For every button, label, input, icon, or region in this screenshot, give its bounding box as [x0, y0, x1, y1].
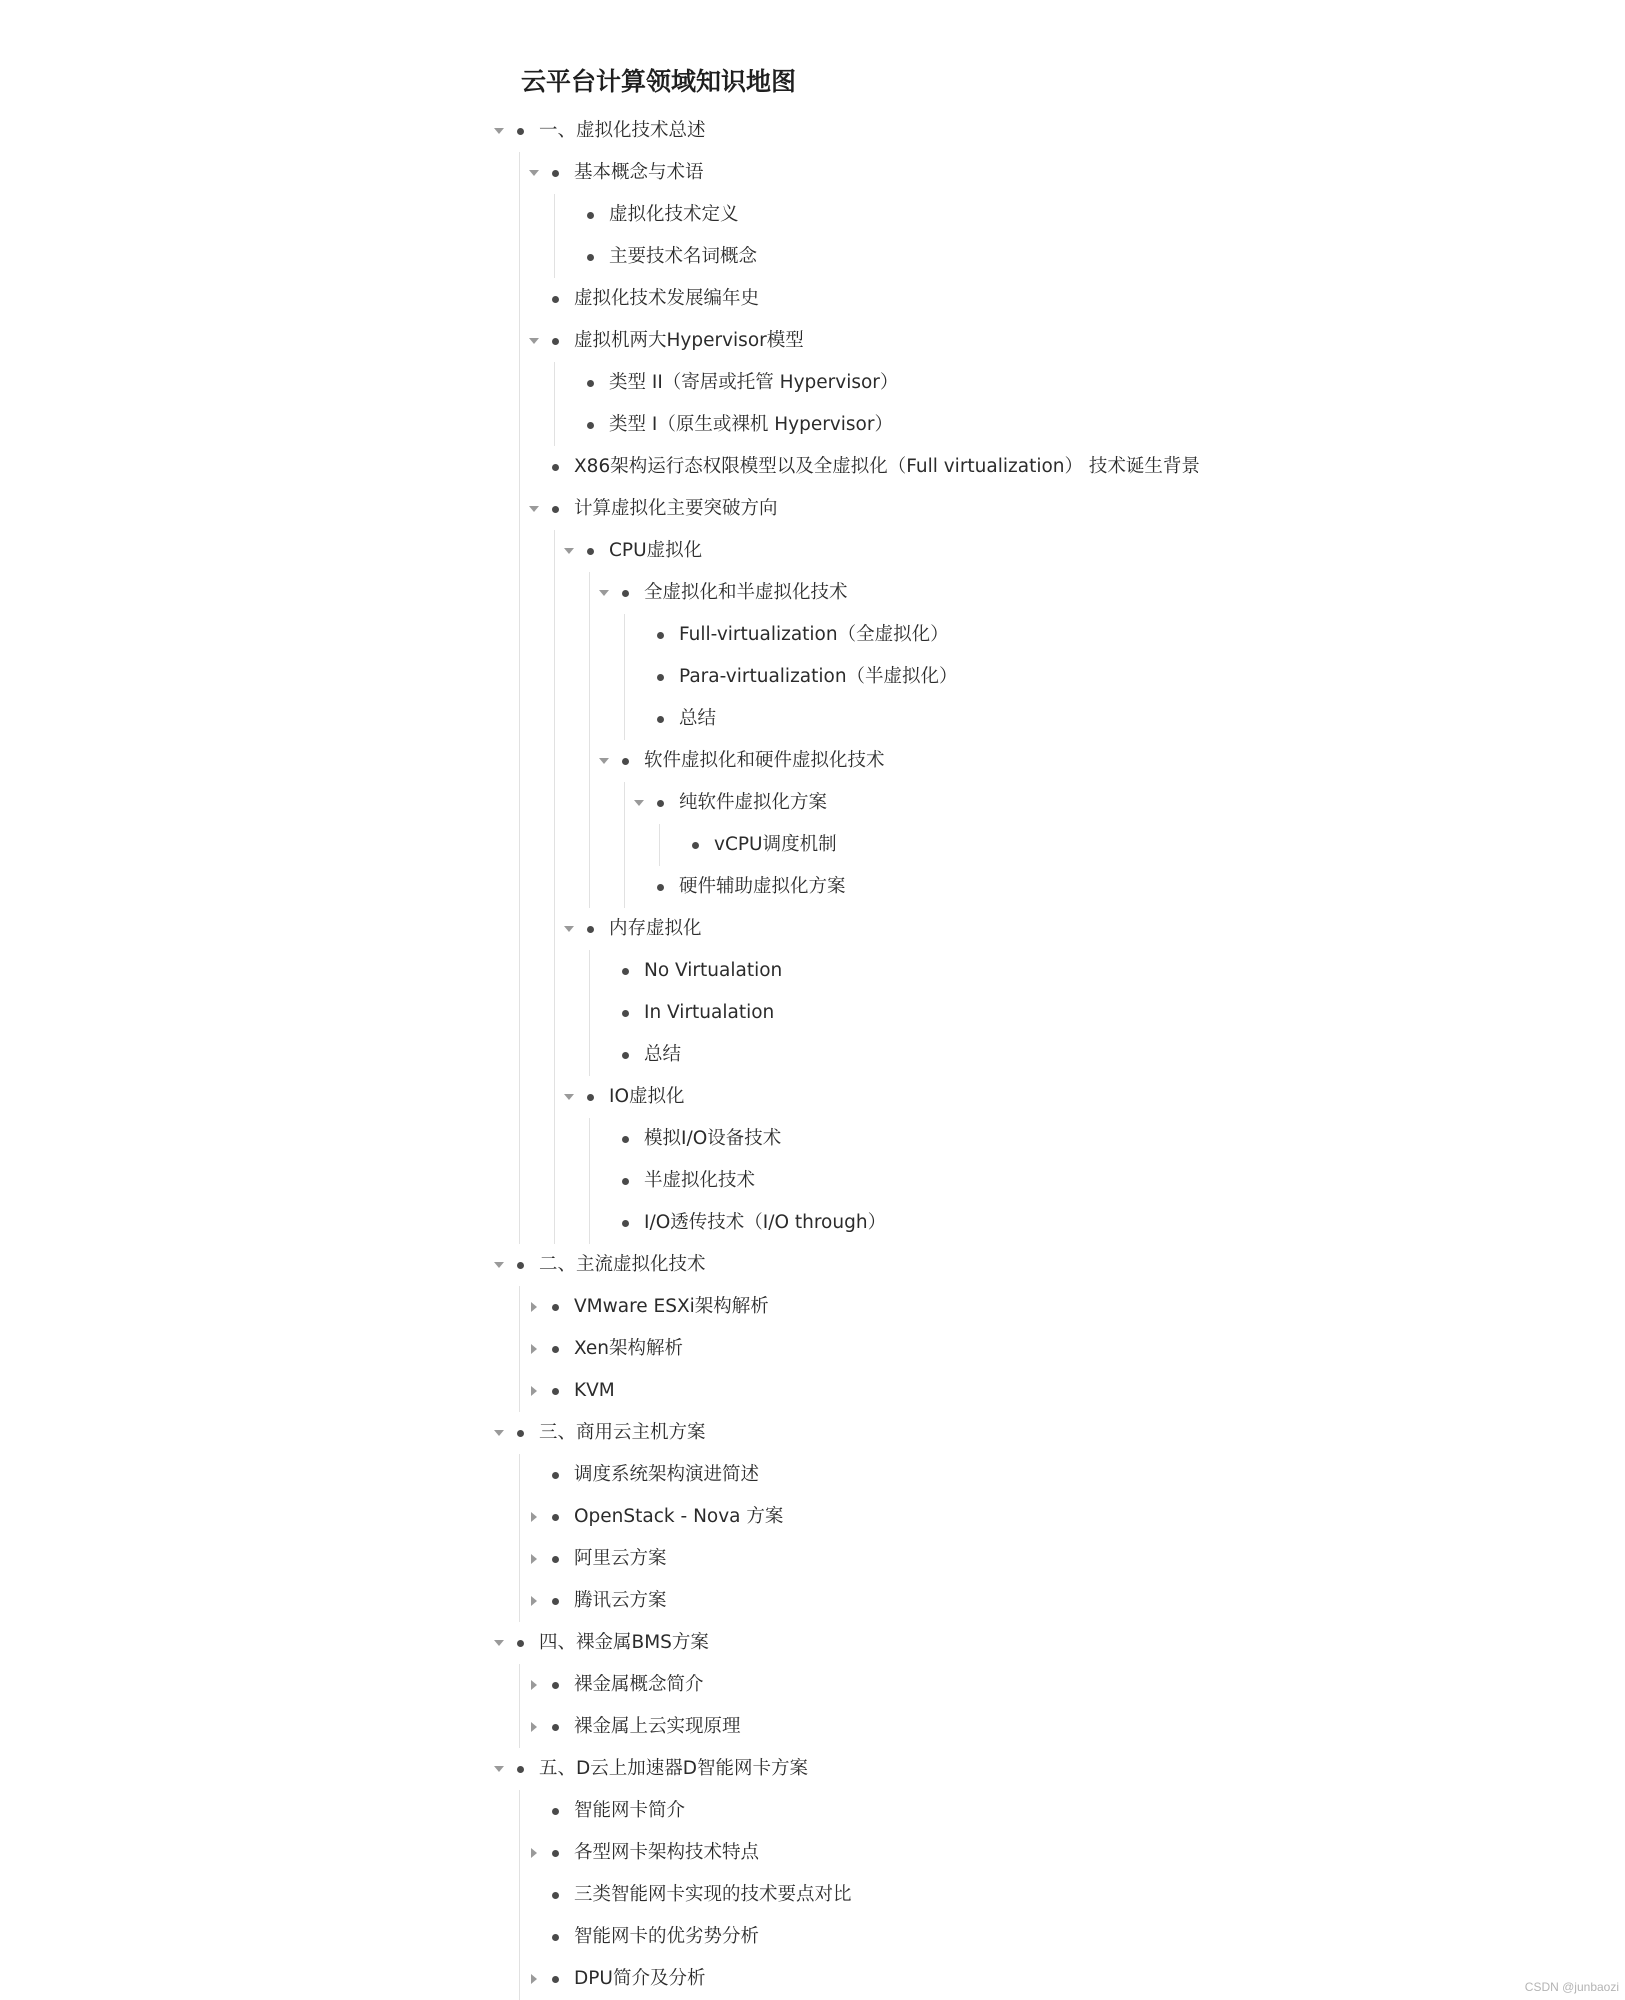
- outline-item-label: 三、商用云主机方案: [539, 1422, 706, 1443]
- outline-item-label: 裸金属上云实现原理: [574, 1716, 741, 1737]
- outline-item-label: 计算虚拟化主要突破方向: [574, 498, 778, 519]
- outline-item-label: 虚拟化技术发展编年史: [574, 288, 760, 309]
- bullet-icon[interactable]: [552, 296, 559, 303]
- outline-item[interactable]: [0, 1034, 1625, 1076]
- outline-item[interactable]: [0, 824, 1625, 866]
- outline-item-label: 裸金属概念简介: [574, 1674, 704, 1695]
- bullet-icon[interactable]: [552, 1976, 559, 1983]
- collapse-caret-icon[interactable]: [564, 926, 574, 932]
- outline-item-label: 类型 I（原生或裸机 Hypervisor）: [609, 414, 893, 435]
- bullet-icon[interactable]: [622, 1220, 629, 1227]
- bullet-icon[interactable]: [552, 1472, 559, 1479]
- bullet-icon[interactable]: [587, 1094, 594, 1101]
- outline-item[interactable]: [0, 698, 1625, 740]
- bullet-icon[interactable]: [552, 1514, 559, 1521]
- outline-item[interactable]: [0, 950, 1625, 992]
- outline-item[interactable]: [0, 1370, 1625, 1412]
- bullet-icon[interactable]: [622, 590, 629, 597]
- outline-item-label: No Virtualation: [644, 960, 783, 981]
- outline-item[interactable]: [0, 908, 1625, 950]
- outline-item-label: 模拟I/O设备技术: [644, 1128, 782, 1149]
- outline-item[interactable]: [0, 1538, 1625, 1580]
- bullet-icon[interactable]: [587, 926, 594, 933]
- bullet-icon[interactable]: [517, 1430, 524, 1437]
- outline-item-label: 软件虚拟化和硬件虚拟化技术: [644, 750, 885, 771]
- collapse-caret-icon[interactable]: [529, 170, 539, 176]
- bullet-icon[interactable]: [517, 1766, 524, 1773]
- outline-item-label: Full-virtualization（全虚拟化）: [679, 624, 949, 645]
- outline-item[interactable]: [0, 194, 1625, 236]
- outline-item-label: IO虚拟化: [609, 1086, 685, 1107]
- outline-item[interactable]: [0, 1748, 1625, 1790]
- bullet-icon[interactable]: [552, 1892, 559, 1899]
- outline-item[interactable]: [0, 1412, 1625, 1454]
- watermark: CSDN @junbaozi: [1524, 1980, 1619, 1994]
- outline-item[interactable]: [0, 1916, 1625, 1958]
- expand-caret-icon[interactable]: [531, 1386, 537, 1396]
- expand-caret-icon[interactable]: [531, 1302, 537, 1312]
- bullet-icon[interactable]: [552, 1682, 559, 1689]
- outline-item-label: I/O透传技术（I/O through）: [644, 1212, 887, 1233]
- expand-caret-icon[interactable]: [531, 1512, 537, 1522]
- outline-item[interactable]: [0, 236, 1625, 278]
- bullet-icon[interactable]: [657, 716, 664, 723]
- outline-item-label: 四、裸金属BMS方案: [539, 1632, 709, 1653]
- bullet-icon[interactable]: [622, 758, 629, 765]
- outline-item[interactable]: [0, 1790, 1625, 1832]
- outline-item[interactable]: [0, 362, 1625, 404]
- outline-item-label: 一、虚拟化技术总述: [539, 120, 706, 141]
- outline-item[interactable]: [0, 1328, 1625, 1370]
- bullet-icon[interactable]: [552, 1388, 559, 1395]
- outline-item-label: 二、主流虚拟化技术: [539, 1254, 706, 1275]
- bullet-icon[interactable]: [622, 1010, 629, 1017]
- outline-item[interactable]: [0, 1076, 1625, 1118]
- outline-item-label: 类型 II（寄居或托管 Hypervisor）: [609, 372, 899, 393]
- bullet-icon[interactable]: [587, 380, 594, 387]
- outline-item-label: In Virtualation: [644, 1002, 775, 1023]
- collapse-caret-icon[interactable]: [529, 338, 539, 344]
- bullet-icon[interactable]: [552, 1304, 559, 1311]
- bullet-icon[interactable]: [587, 548, 594, 555]
- outline-item[interactable]: [0, 1706, 1625, 1748]
- bullet-icon[interactable]: [657, 632, 664, 639]
- outline-item[interactable]: [0, 530, 1625, 572]
- bullet-icon[interactable]: [552, 1934, 559, 1941]
- outline-item[interactable]: [0, 1118, 1625, 1160]
- bullet-icon[interactable]: [552, 170, 559, 177]
- collapse-caret-icon[interactable]: [494, 128, 504, 134]
- outline-item-label: 总结: [644, 1044, 682, 1065]
- outline-item[interactable]: [0, 488, 1625, 530]
- outline-item[interactable]: [0, 1160, 1625, 1202]
- outline-item-label: OpenStack - Nova 方案: [574, 1506, 784, 1527]
- outline-item[interactable]: [0, 866, 1625, 908]
- expand-caret-icon[interactable]: [531, 1596, 537, 1606]
- collapse-caret-icon[interactable]: [494, 1766, 504, 1772]
- outline-item-label: 基本概念与术语: [574, 162, 704, 183]
- outline-item[interactable]: [0, 656, 1625, 698]
- outline-item-label: CPU虚拟化: [609, 540, 703, 561]
- outline-item-label: 全虚拟化和半虚拟化技术: [644, 582, 848, 603]
- collapse-caret-icon[interactable]: [634, 800, 644, 806]
- outline-item-label: 内存虚拟化: [609, 918, 702, 939]
- outline-item-label: Xen架构解析: [574, 1338, 683, 1359]
- collapse-caret-icon[interactable]: [599, 758, 609, 764]
- outline-item[interactable]: [0, 1874, 1625, 1916]
- collapse-caret-icon[interactable]: [564, 1094, 574, 1100]
- bullet-icon[interactable]: [552, 464, 559, 471]
- bullet-icon[interactable]: [622, 1052, 629, 1059]
- outline-item[interactable]: [0, 278, 1625, 320]
- bullet-icon[interactable]: [587, 212, 594, 219]
- bullet-icon[interactable]: [622, 968, 629, 975]
- bullet-icon[interactable]: [552, 338, 559, 345]
- outline-item[interactable]: [0, 1202, 1625, 1244]
- bullet-icon[interactable]: [657, 884, 664, 891]
- collapse-caret-icon[interactable]: [494, 1430, 504, 1436]
- outline-item-label: 主要技术名词概念: [609, 246, 758, 267]
- outline-item-label: 阿里云方案: [574, 1548, 667, 1569]
- outline-item-label: KVM: [574, 1380, 615, 1401]
- collapse-caret-icon[interactable]: [529, 506, 539, 512]
- outline-item-label: X86架构运行态权限模型以及全虚拟化（Full virtualization） 技术诞生背景: [574, 456, 1200, 477]
- bullet-icon[interactable]: [622, 1178, 629, 1185]
- bullet-icon[interactable]: [552, 506, 559, 513]
- bullet-icon[interactable]: [552, 1850, 559, 1857]
- bullet-icon[interactable]: [517, 128, 524, 135]
- outline-item-label: 调度系统架构演进简述: [574, 1464, 760, 1485]
- page-title: 云平台计算领域知识地图: [521, 67, 797, 96]
- outline-item-label: DPU简介及分析: [574, 1968, 706, 1989]
- outline-item[interactable]: [0, 614, 1625, 656]
- expand-caret-icon[interactable]: [531, 1848, 537, 1858]
- expand-caret-icon[interactable]: [531, 1974, 537, 1984]
- outline-item[interactable]: [0, 992, 1625, 1034]
- collapse-caret-icon[interactable]: [599, 590, 609, 596]
- bullet-icon[interactable]: [552, 1724, 559, 1731]
- bullet-icon[interactable]: [657, 674, 664, 681]
- collapse-caret-icon[interactable]: [494, 1262, 504, 1268]
- outline-item[interactable]: [0, 1664, 1625, 1706]
- outline-item[interactable]: [0, 1496, 1625, 1538]
- bullet-icon[interactable]: [517, 1640, 524, 1647]
- bullet-icon[interactable]: [692, 842, 699, 849]
- outline-item-label: 腾讯云方案: [574, 1590, 667, 1611]
- outline-item-label: 纯软件虚拟化方案: [679, 792, 828, 813]
- bullet-icon[interactable]: [552, 1598, 559, 1605]
- collapse-caret-icon[interactable]: [564, 548, 574, 554]
- outline-item[interactable]: [0, 1622, 1625, 1664]
- expand-caret-icon[interactable]: [531, 1344, 537, 1354]
- outline-item-label: 虚拟机两大Hypervisor模型: [574, 330, 804, 351]
- outline-item[interactable]: [0, 1580, 1625, 1622]
- outline-item[interactable]: [0, 1286, 1625, 1328]
- bullet-icon[interactable]: [552, 1556, 559, 1563]
- outline-item-label: Para-virtualization（半虚拟化）: [679, 666, 958, 687]
- outline-item[interactable]: [0, 320, 1625, 362]
- outline-item[interactable]: [0, 1958, 1625, 2000]
- outline-item-label: 各型网卡架构技术特点: [574, 1842, 760, 1863]
- bullet-icon[interactable]: [552, 1346, 559, 1353]
- bullet-icon[interactable]: [622, 1136, 629, 1143]
- outline-item[interactable]: [0, 404, 1625, 446]
- outline-item-label: 智能网卡简介: [574, 1800, 686, 1821]
- bullet-icon[interactable]: [587, 422, 594, 429]
- outline-item-label: VMware ESXi架构解析: [574, 1296, 769, 1317]
- outline-item-label: 虚拟化技术定义: [609, 204, 739, 225]
- outline-item[interactable]: [0, 1454, 1625, 1496]
- bullet-icon[interactable]: [587, 254, 594, 261]
- outline-item[interactable]: [0, 740, 1625, 782]
- outline-item-label: 五、D云上加速器D智能网卡方案: [539, 1758, 808, 1779]
- outline-item[interactable]: [0, 572, 1625, 614]
- outline-item-label: 三类智能网卡实现的技术要点对比: [574, 1884, 852, 1905]
- outline-item-label: vCPU调度机制: [714, 834, 837, 855]
- bullet-icon[interactable]: [657, 800, 664, 807]
- outline-item[interactable]: [0, 1244, 1625, 1286]
- outline-item-label: 总结: [679, 708, 717, 729]
- outline-item[interactable]: [0, 446, 1625, 488]
- expand-caret-icon[interactable]: [531, 1722, 537, 1732]
- collapse-caret-icon[interactable]: [494, 1640, 504, 1646]
- outline-item-label: 硬件辅助虚拟化方案: [679, 876, 846, 897]
- outline-item-label: 智能网卡的优劣势分析: [574, 1926, 760, 1947]
- outline-item[interactable]: [0, 782, 1625, 824]
- expand-caret-icon[interactable]: [531, 1554, 537, 1564]
- bullet-icon[interactable]: [552, 1808, 559, 1815]
- outline-item[interactable]: [0, 110, 1625, 152]
- outline-item[interactable]: [0, 152, 1625, 194]
- outline-item-label: 半虚拟化技术: [644, 1170, 756, 1191]
- outline-item[interactable]: [0, 1832, 1625, 1874]
- expand-caret-icon[interactable]: [531, 1680, 537, 1690]
- bullet-icon[interactable]: [517, 1262, 524, 1269]
